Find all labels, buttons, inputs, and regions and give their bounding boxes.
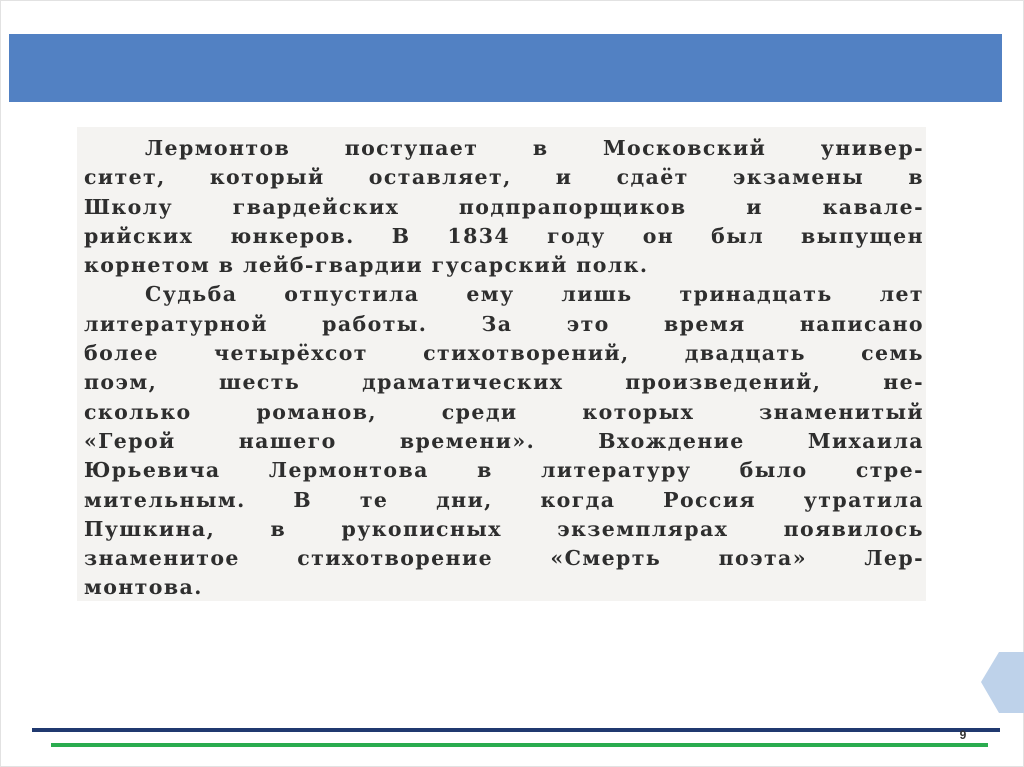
text-line: «Герой нашего времени». Вхождение Михаила bbox=[84, 428, 924, 453]
text-line: мительным. В те дни, когда Россия утратила bbox=[84, 487, 924, 512]
text-line: более четырёхсот стихотворений, двадцать семь bbox=[84, 341, 924, 366]
page-number: 9 bbox=[959, 728, 967, 742]
text-line: Пушкина, в рукописных экземплярах появилось bbox=[84, 516, 924, 541]
text-line: корнетом в лейб-гвардии гусарский полк. bbox=[84, 253, 649, 278]
header-band bbox=[9, 34, 1002, 102]
text-line: знаменитое стихотворение «Смерть поэта» Лер- bbox=[84, 546, 924, 571]
arrow-tab-icon[interactable] bbox=[981, 652, 1024, 713]
text-line: литературной работы. За это время написано bbox=[84, 311, 924, 336]
scanned-text-block bbox=[77, 127, 926, 601]
text-line: Школу гвардейских подпрапорщиков и кавале- bbox=[84, 194, 924, 219]
text-line: рийских юнкеров. В 1834 году он был выпущен bbox=[84, 223, 924, 248]
text-line: Лермонтов поступает в Московский универ- bbox=[145, 136, 924, 160]
text-line: поэм, шесть драматических произведений, не- bbox=[84, 370, 924, 395]
text-line: Юрьевича Лермонтова в литературу было стре- bbox=[84, 458, 924, 483]
footer-rule-green bbox=[51, 743, 988, 747]
text-line: ситет, который оставляет, и сдаёт экзамены в bbox=[84, 165, 924, 190]
footer-rule-blue bbox=[32, 728, 1000, 732]
paragraph-2 bbox=[84, 280, 924, 602]
text-line: Судьба отпустила ему лишь тринадцать лет bbox=[145, 282, 924, 307]
text-line: сколько романов, среди которых знаменитый bbox=[84, 399, 924, 424]
text-line: монтова. bbox=[84, 575, 203, 600]
paragraph-1 bbox=[84, 134, 924, 280]
